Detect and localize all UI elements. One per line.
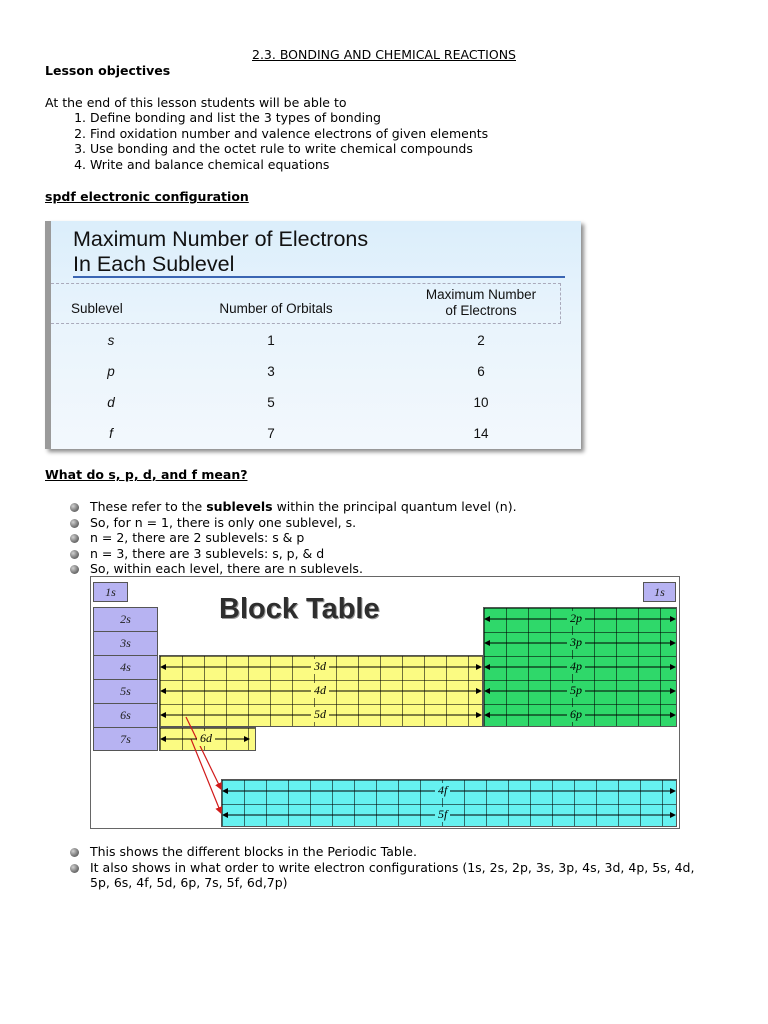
intro-text: At the end of this lesson students will be able to [45, 95, 347, 110]
bullet-item [70, 515, 517, 531]
bullet-text: This shows the different blocks in the Periodic Table. [90, 844, 417, 859]
bullet-item [70, 530, 517, 546]
header-sublevel: Sublevel [71, 301, 123, 316]
row-p-orbitals: 3 [267, 364, 275, 379]
bullet-item [70, 860, 694, 891]
bullet-text: So, within each level, there are n sublevels. [90, 561, 363, 577]
bullet-item [70, 844, 694, 860]
label-4d: 4d [311, 683, 329, 698]
red-arrows [91, 577, 679, 828]
document-title: 2.3. BONDING AND CHEMICAL REACTIONS [252, 47, 516, 62]
objective-item: 1. Define bonding and list the 3 types of bonding [90, 110, 488, 126]
label-5p: 5p [567, 683, 585, 698]
bullet-text: within the principal quantum level (n). [272, 499, 517, 514]
arrow-5f [191, 739, 221, 813]
row-f-electrons: 14 [473, 426, 489, 441]
row-s-sublevel: s [107, 333, 115, 348]
s-label: 6s [120, 708, 131, 722]
row-p-sublevel: p [107, 364, 115, 379]
meaning-bullet-list [70, 499, 517, 577]
objective-item: 3. Use bonding and the octet rule to write chemical compounds [90, 141, 488, 157]
block-table-image [90, 576, 680, 829]
s-label: 5s [120, 684, 131, 698]
label-5d: 5d [311, 707, 329, 722]
sublevel-table-image [45, 221, 581, 449]
objective-item: 2. Find oxidation number and valence electrons of given elements [90, 126, 488, 142]
bullet-text: n = 2, there are 2 sublevels: s & p [90, 530, 305, 546]
bullet-text: These refer to the [90, 499, 207, 514]
row-s-electrons: 2 [477, 333, 485, 348]
s-cell-1s: 1s [93, 582, 128, 602]
bullet-icon [70, 565, 79, 574]
block-table-title: Block Table [219, 593, 380, 625]
header-orbitals: Number of Orbitals [219, 301, 333, 316]
s-cell-helium: 1s [643, 582, 676, 602]
row-d-sublevel: d [107, 395, 115, 410]
objective-item: 4. Write and balance chemical equations [90, 157, 488, 173]
bullet-text: So, for n = 1, there is only one sublevel, s. [90, 514, 357, 530]
row-f-orbitals: 7 [267, 426, 275, 441]
closing-bullet-list [70, 844, 694, 891]
sublevel-table-title-line1: Maximum Number of Electrons [73, 227, 369, 251]
row-s-orbitals: 1 [267, 333, 275, 348]
bold-keyword: sublevels [206, 499, 273, 514]
label-6d: 6d [197, 731, 215, 746]
header-max-line2: of Electrons [445, 302, 517, 318]
bullet-text: n = 3, there are 3 sublevels: s, p, & d [90, 545, 325, 561]
spdf-heading: spdf electronic configuration [45, 189, 249, 204]
bullet-icon [70, 864, 79, 873]
s-label: 2s [120, 612, 131, 626]
lesson-objectives-heading: Lesson objectives [45, 63, 171, 78]
s-label: 4s [120, 660, 131, 674]
bullet-icon [70, 503, 79, 512]
bullet-icon [70, 534, 79, 543]
arrow-4f [186, 717, 221, 789]
title-rule [73, 276, 565, 278]
bullet-item [70, 561, 517, 577]
label-5f: 5f [435, 807, 450, 822]
bullet-text: 5p, 6s, 4f, 5d, 6p, 7s, 5f, 6d,7p) [90, 875, 288, 891]
row-d-orbitals: 5 [267, 395, 275, 410]
header-max-line1: Maximum Number [425, 287, 537, 302]
sublevel-table-title-line2: In Each Sublevel [73, 252, 235, 276]
bullet-item [70, 499, 517, 515]
label-4f: 4f [435, 783, 450, 798]
sublevel-table-title [73, 227, 368, 277]
row-d-electrons: 10 [473, 395, 489, 410]
bullet-text: It also shows in what order to write electron configurations (1s, 2s, 2p, 3s, 3p, 4s, 3d, 4p, 5s, 4d, [90, 859, 695, 875]
bullet-item [70, 546, 517, 562]
s-label: 3s [120, 636, 131, 650]
label-2p: 2p [567, 611, 585, 626]
bullet-icon [70, 519, 79, 528]
objectives-list [45, 110, 488, 172]
label-3p: 3p [567, 635, 585, 650]
bullet-icon [70, 848, 79, 857]
bullet-icon [70, 550, 79, 559]
label-6p: 6p [567, 707, 585, 722]
label-3d: 3d [311, 659, 329, 674]
sublevel-meaning-heading: What do s, p, d, and f mean? [45, 467, 248, 482]
header-max-electrons [391, 287, 571, 318]
s-label: 7s [120, 732, 131, 746]
label-4p: 4p [567, 659, 585, 674]
row-f-sublevel: f [109, 426, 113, 441]
row-p-electrons: 6 [477, 364, 485, 379]
